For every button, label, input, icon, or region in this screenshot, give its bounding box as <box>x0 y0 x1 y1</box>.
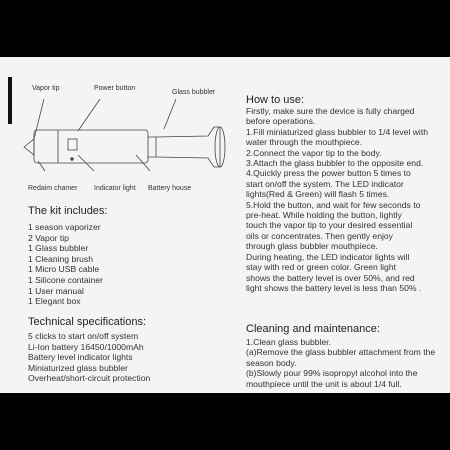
spec-item: Overheat/short-circuit protection <box>28 373 151 384</box>
spec-item: Miniaturized glass bubbler <box>28 362 128 373</box>
kit-item: 1 season vaporizer <box>28 222 101 232</box>
howto-line: before operations. <box>246 116 316 127</box>
kit-item: 1 Glass bubbler <box>28 243 89 254</box>
spec-item: Battery level indicator lights <box>28 352 133 363</box>
howto-line: through glass bubbler mouthpiece. <box>246 241 378 252</box>
label-redaim-chamer: Redaim chamer <box>28 185 78 192</box>
howto-line: 1.Fill miniaturized glass bubbler to 1/4 level with <box>246 126 428 137</box>
cleaning-line: season body. <box>246 357 297 368</box>
cleaning-line: (b)Slowly pour 99% isopropyl alcohol into the <box>246 368 418 379</box>
label-vapor-tip: Vapor tip <box>32 85 60 92</box>
specs-heading: Technical specifications: <box>28 316 147 328</box>
label-power-button: Power button <box>94 85 136 92</box>
howto-line: 5.Hold the button, and wait for few seconds to <box>246 199 421 210</box>
kit-heading: The kit includes: <box>28 205 108 217</box>
kit-item: 1 Silicone container <box>28 274 104 285</box>
kit-item: 1 Micro USB cable <box>28 264 100 275</box>
kit-item: 1 Elegant box <box>28 296 81 307</box>
kit-item: 1 Cleaning brush <box>28 253 93 264</box>
specs-list <box>28 331 150 384</box>
howto-line: water through the mouthpiece. <box>246 137 363 148</box>
howto-steps <box>246 106 428 293</box>
kit-item: 2 Vapor tip <box>28 232 69 243</box>
howto-line: stay with red or green color. Green light <box>246 262 396 273</box>
howto-line: 2.Connect the vapor tip to the body. <box>246 147 382 158</box>
cleaning-line: 1.Clean glass bubbler. <box>246 337 332 347</box>
kit-list <box>28 222 103 307</box>
spec-item: Li-Ion battery 16450/1000mAh <box>28 341 144 352</box>
manual-page <box>0 57 450 393</box>
howto-line: 4.Quickly press the power button 5 times to <box>246 168 411 179</box>
howto-line: pre-heat. While holding the button, lightly <box>246 210 402 221</box>
howto-line: light shows the battery level is less than 50% . <box>246 282 422 293</box>
cleaning-line: (a)Remove the glass bubbler attachment from the <box>246 347 436 358</box>
kit-item: 1 User manual <box>28 285 84 296</box>
label-battery-house: Battery house <box>148 185 192 192</box>
label-indicator-light: Indicator light <box>94 185 136 192</box>
howto-line: shows the battery level is over 50%, and red <box>246 272 415 283</box>
howto-line: lights(Red & Green) will flash 5 times. <box>246 189 390 200</box>
howto-line: During heating, the LED indicator lights will <box>246 251 410 262</box>
howto-line: touch the vapor tip to your desired essential <box>246 220 413 231</box>
howto-heading: How to use: <box>246 94 305 106</box>
label-glass-bubbler: Glass bubbler <box>172 89 216 96</box>
cleaning-heading: Cleaning and maintenance: <box>246 323 380 335</box>
margin-bar <box>8 77 12 124</box>
howto-line: oils or concentrates. Then gently enjoy <box>246 230 393 241</box>
vaporizer-illustration <box>18 79 233 199</box>
cleaning-steps <box>246 337 435 389</box>
spec-item: 5 clicks to start on/off system <box>28 331 139 341</box>
cleaning-line: mouthpiece until the unit is about 1/4 full. <box>246 378 402 389</box>
howto-line: Firstly, make sure the device is fully charged <box>246 106 415 116</box>
howto-line: 3.Attach the glass bubbler to the opposite end. <box>246 158 424 169</box>
device-diagram <box>18 79 233 199</box>
howto-line: start on/off the system. The LED indicator <box>246 178 404 189</box>
